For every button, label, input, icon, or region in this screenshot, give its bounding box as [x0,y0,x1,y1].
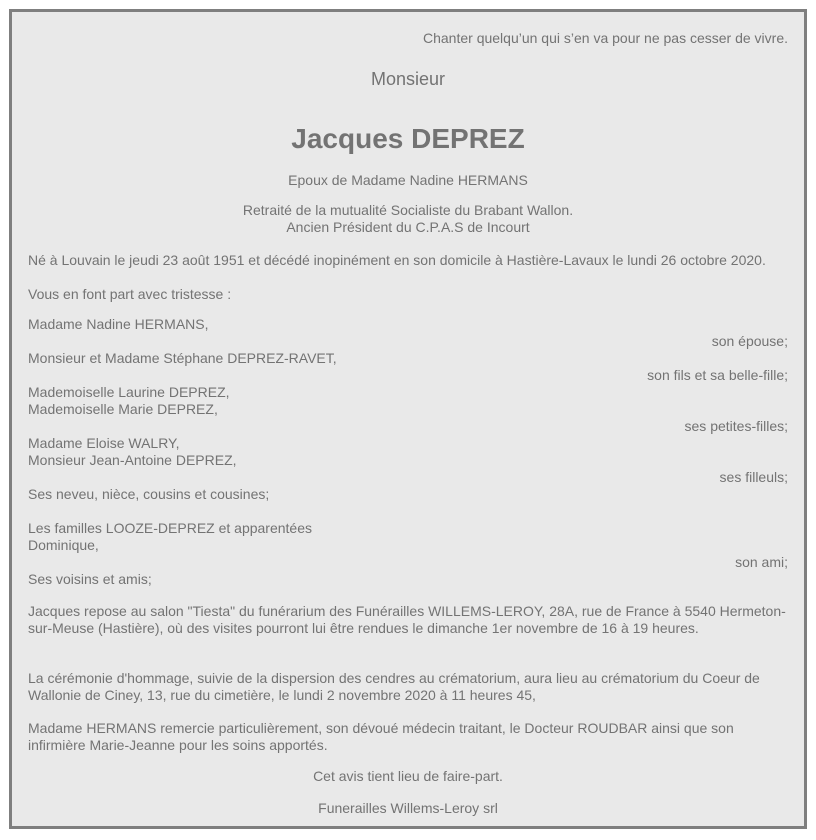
friend-relation: son ami; [735,554,788,570]
intro-line: Vous en font part avec tristesse : [28,286,232,302]
honorific-title: Monsieur [370,69,446,89]
obituary-content [28,12,788,826]
family-name: Mademoiselle Marie DEPREZ, [28,401,218,417]
thanks-paragraph: Madame HERMANS remercie particulièrement, son dévoué médecin traitant, le Docteur ROUDBAR ainsi que son infirmière Marie-Jeanne pour les soins apportés. [28,720,734,753]
deceased-name: Jacques DEPREZ [291,123,525,154]
family-name: Monsieur et Madame Stéphane DEPREZ-RAVET, [28,350,337,366]
ceremony-paragraph: La cérémonie d'hommage, suivie de la dispersion des cendres au crématorium, aura lieu au crématorium du Coeur de Wallonie de Ciney, 13, rue du cimetière, le lundi 2 novembre 2020 à 11 heures 45, [28,670,760,703]
obituary-card [9,9,807,829]
notice-line: Cet avis tient lieu de faire-part. [313,768,503,784]
repose-paragraph: Jacques repose au salon "Tiesta" du funérarium des Funérailles WILLEMS-LEROY, 28A, rue de France à 5540 Hermeton-sur-Meuse (Hastière), où des visites pourront lui être rendues le dimanche 1er novembre de 16 à 19 heures. [28,603,786,636]
families-line: Les familles LOOZE-DEPREZ et apparentées [28,520,313,536]
role-line: Ancien Président du C.P.A.S de Incourt [286,219,530,235]
roles-block [28,202,788,236]
neighbours-line: Ses voisins et amis; [28,571,152,587]
relatives-line: Ses neveu, nièce, cousins et cousines; [28,486,270,502]
family-relation: ses petites-filles; [684,418,788,434]
family-relation: ses filleuls; [719,469,788,485]
birth-death-line: Né à Louvain le jeudi 23 août 1951 et décédé inopinément en son domicile à Hastière-Lavaux le lundi 26 octobre 2020. [28,252,766,268]
family-relation: son épouse; [711,333,788,349]
epigraph-quote: Chanter quelqu’un qui s’en va pour ne pas cesser de vivre. [423,30,788,46]
family-name: Madame Eloise WALRY, [28,435,180,451]
family-name: Monsieur Jean-Antoine DEPREZ, [28,452,237,468]
friend-name: Dominique, [28,537,99,553]
funeral-home-line: Funerailles Willems-Leroy srl [318,800,498,816]
family-name: Mademoiselle Laurine DEPREZ, [28,384,230,400]
role-line: Retraité de la mutualité Socialiste du Brabant Wallon. [242,202,574,218]
family-relation: son fils et sa belle-fille; [647,367,788,383]
family-name: Madame Nadine HERMANS, [28,316,209,332]
spouse-line: Epoux de Madame Nadine HERMANS [288,172,528,188]
